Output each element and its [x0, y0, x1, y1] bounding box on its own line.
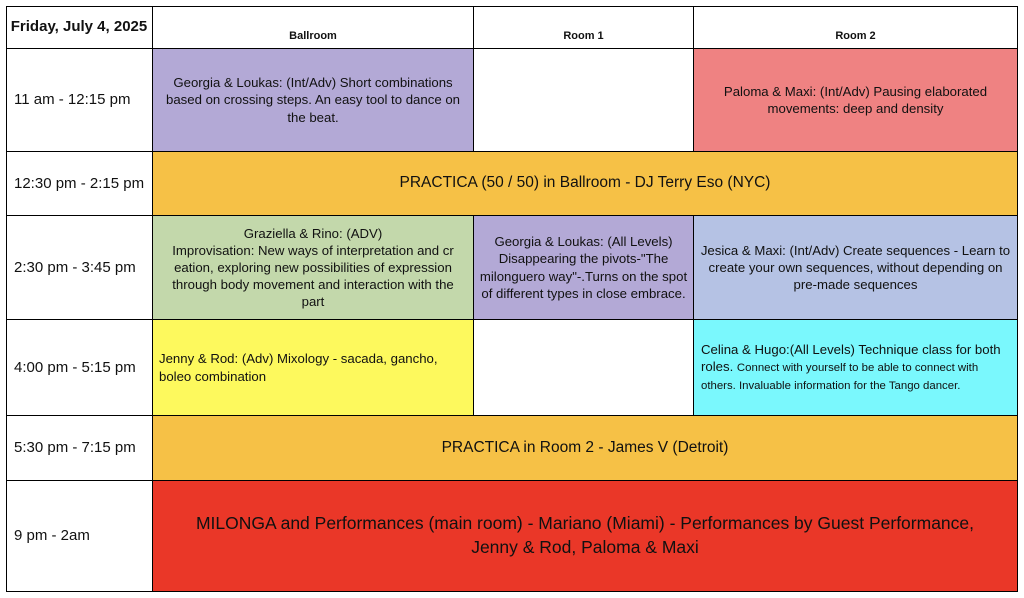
time-label: 12:30 pm - 2:15 pm	[14, 174, 145, 192]
event-cell	[694, 216, 1018, 320]
time-slot	[6, 416, 153, 481]
time-slot	[6, 49, 153, 152]
event-cell	[153, 216, 474, 320]
event-cell	[153, 49, 474, 152]
event-text: Improvisation: New ways of interpretation and cr eation, exploring new possibilities of expression through body movement and interaction with the part	[172, 242, 454, 310]
time-label: 9 pm - 2am	[14, 527, 90, 545]
event-cell	[474, 216, 694, 320]
time-label: 5:30 pm - 7:15 pm	[14, 439, 136, 457]
event-title: Graziella & Rino: (ADV)	[243, 225, 383, 241]
event-text: Jenny & Rod: (Adv) Mixology - sacada, gancho, boleo combination	[159, 351, 438, 384]
event-cell	[694, 320, 1018, 416]
time-slot	[6, 152, 153, 216]
banner-cell	[153, 481, 1018, 592]
column-header-label: Room 1	[563, 29, 604, 42]
event-cell	[153, 320, 474, 416]
event-text	[701, 341, 1013, 394]
time-slot	[6, 320, 153, 416]
time-label: 11 am - 12:15 pm	[14, 91, 131, 109]
time-label: 4:00 pm - 5:15 pm	[14, 358, 136, 376]
event-text: Georgia & Loukas: (Int/Adv) Short combinations based on crossing steps. An easy tool to dance on the beat.	[166, 75, 460, 125]
banner-text: PRACTICA (50 / 50) in Ballroom - DJ Terry Eso (NYC)	[399, 174, 771, 192]
column-header-label: Room 2	[835, 29, 876, 42]
banner-cell	[153, 152, 1018, 216]
date-header	[6, 6, 153, 49]
column-header-label: Ballroom	[289, 29, 337, 42]
event-main-text: Celina & Hugo:(All Levels) Technique class for both roles.	[701, 342, 1001, 375]
empty-cell	[474, 49, 694, 152]
event-text: Paloma & Maxi: (Int/Adv) Pausing elaborated movements: deep and density	[723, 83, 988, 116]
event-text: Georgia & Loukas: (All Levels) Disappearing the pivots-"The milonguero way"-.Turns on the spot of different types in close embrace.	[479, 234, 688, 301]
column-header-room1	[474, 6, 694, 49]
empty-cell	[474, 320, 694, 416]
banner-text: PRACTICA in Room 2 - James V (Detroit)	[441, 438, 729, 456]
time-slot	[6, 216, 153, 320]
date-header-text: Friday, July 4, 2025	[10, 18, 148, 35]
banner-cell	[153, 416, 1018, 481]
time-label: 2:30 pm - 3:45 pm	[14, 258, 136, 276]
event-text: Jesica & Maxi: (Int/Adv) Create sequences - Learn to create your own sequences, without depending on pre-made sequences	[700, 242, 1011, 293]
time-slot	[6, 481, 153, 592]
event-cell	[694, 49, 1018, 152]
event-detail-text: Connect with yourself to be able to connect with others. Invaluable information for the Tango dancer.	[701, 362, 979, 393]
column-header-room2	[694, 6, 1018, 49]
banner-text: MILONGA and Performances (main room) - Mariano (Miami) - Performances by Guest Performance, Jenny & Rod, Paloma & Maxi	[195, 513, 974, 557]
column-header-ballroom	[153, 6, 474, 49]
